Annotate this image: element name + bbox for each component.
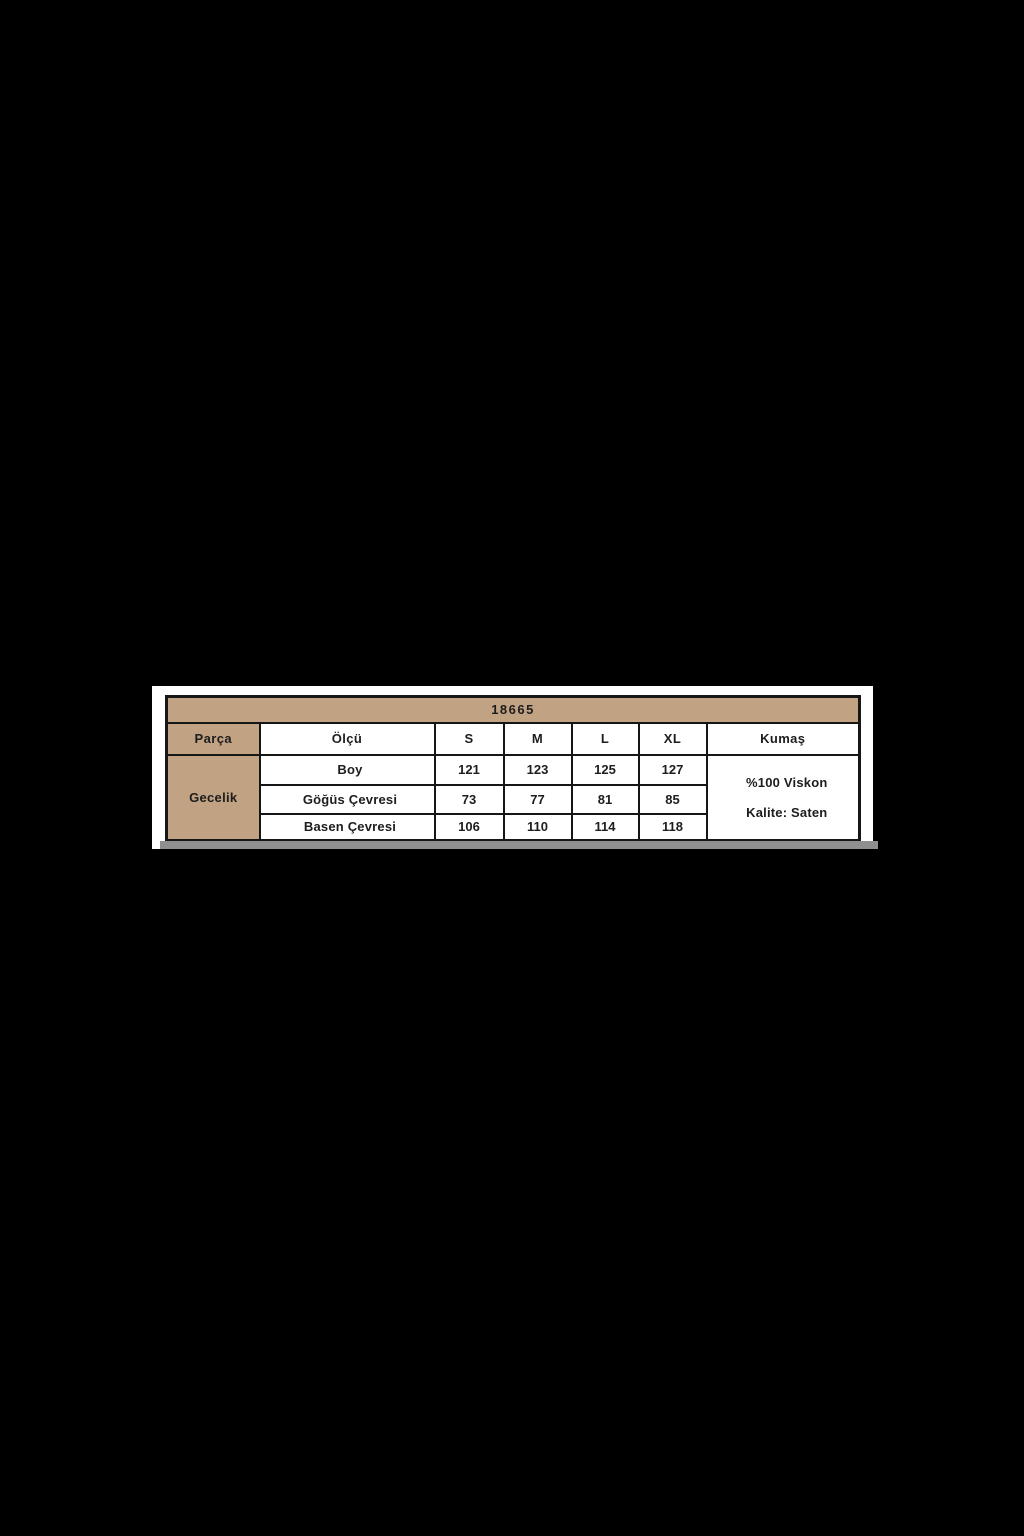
value-gogus-m: 77 <box>504 785 572 814</box>
value-boy-l: 125 <box>572 755 639 785</box>
col-header-parca: Parça <box>167 723 260 755</box>
value-boy-xl: 127 <box>639 755 707 785</box>
fabric-cell <box>707 755 860 841</box>
measure-label-gogus: Göğüs Çevresi <box>260 785 435 814</box>
value-boy-s: 121 <box>435 755 504 785</box>
value-gogus-l: 81 <box>572 785 639 814</box>
value-basen-l: 114 <box>572 814 639 841</box>
value-basen-xl: 118 <box>639 814 707 841</box>
table-row-title <box>167 697 860 723</box>
model-number-cell: 18665 <box>167 697 860 723</box>
col-header-m: M <box>504 723 572 755</box>
fabric-line-quality: Kalite: Saten <box>746 804 828 820</box>
table-row-boy <box>167 755 860 785</box>
value-basen-s: 106 <box>435 814 504 841</box>
group-cell-gecelik: Gecelik <box>167 755 260 841</box>
value-boy-m: 123 <box>504 755 572 785</box>
size-chart-card <box>152 686 873 849</box>
value-basen-m: 110 <box>504 814 572 841</box>
col-header-xl: XL <box>639 723 707 755</box>
value-gogus-xl: 85 <box>639 785 707 814</box>
col-header-l: L <box>572 723 639 755</box>
measure-label-basen: Basen Çevresi <box>260 814 435 841</box>
col-header-olcu: Ölçü <box>260 723 435 755</box>
col-header-kumas: Kumaş <box>707 723 860 755</box>
value-gogus-s: 73 <box>435 785 504 814</box>
fabric-line-material: %100 Viskon <box>746 774 828 790</box>
size-chart-table <box>165 695 861 842</box>
measure-label-boy: Boy <box>260 755 435 785</box>
col-header-s: S <box>435 723 504 755</box>
table-row-header <box>167 723 860 755</box>
card-bottom-shadow <box>160 841 878 849</box>
